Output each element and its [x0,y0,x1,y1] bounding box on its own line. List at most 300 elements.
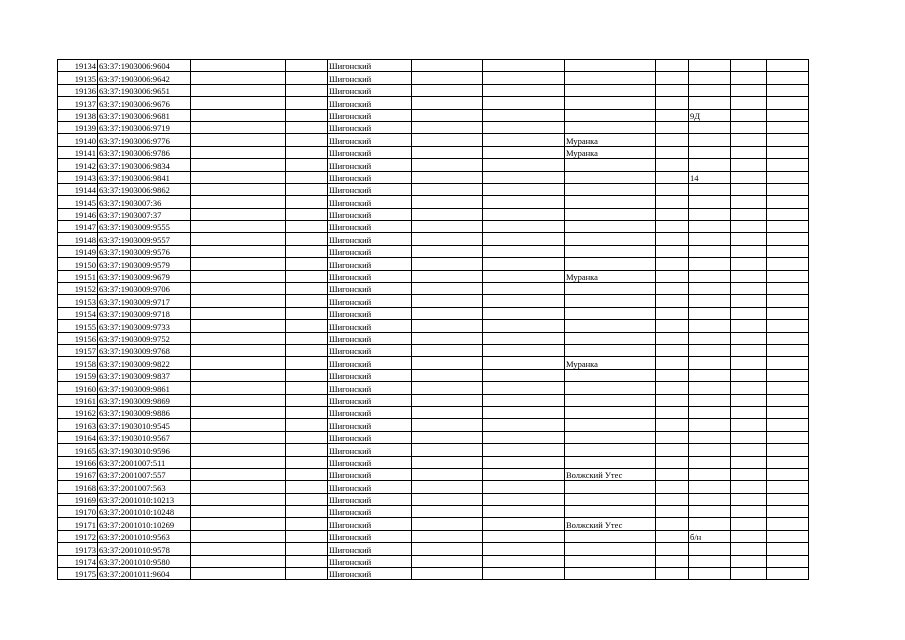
empty-cell [656,270,689,282]
empty-cell [656,307,689,319]
cadastral-number-cell: 63:37:1903006:9681 [98,109,191,121]
empty-cell [731,543,767,555]
empty-cell [191,468,286,480]
empty-cell [191,208,286,220]
empty-cell [191,270,286,282]
locality-cell [565,382,656,394]
empty-cell [412,344,483,356]
empty-cell [767,344,809,356]
empty-cell [191,221,286,233]
table-row [58,357,809,369]
empty-cell [412,283,483,295]
empty-cell [412,258,483,270]
empty-cell [767,245,809,257]
empty-cell [483,568,565,580]
empty-cell [286,468,328,480]
empty-cell [286,555,328,567]
empty-cell [656,369,689,381]
empty-cell [731,568,767,580]
house-number-cell [689,431,731,443]
row-number-cell: 19144 [58,183,98,195]
empty-cell [656,320,689,332]
house-number-cell [689,97,731,109]
empty-cell [483,444,565,456]
empty-cell [286,258,328,270]
empty-cell [483,543,565,555]
district-cell: Шигонский [328,295,412,307]
empty-cell [412,468,483,480]
empty-cell [412,543,483,555]
empty-cell [191,171,286,183]
empty-cell [656,245,689,257]
empty-cell [191,283,286,295]
locality-cell [565,196,656,208]
empty-cell [656,543,689,555]
empty-cell [656,72,689,84]
empty-cell [767,530,809,542]
table-row [58,208,809,220]
cadastral-number-cell: 63:37:2001007:557 [98,468,191,480]
empty-cell [483,419,565,431]
cadastral-number-cell: 63:37:1903010:9567 [98,431,191,443]
empty-cell [412,444,483,456]
house-number-cell: 9Д [689,109,731,121]
empty-cell [767,196,809,208]
row-number-cell: 19134 [58,60,98,72]
empty-cell [483,208,565,220]
cadastral-number-cell: 63:37:1903009:9869 [98,394,191,406]
table-row [58,431,809,443]
empty-cell [731,431,767,443]
table-row [58,344,809,356]
locality-cell [565,320,656,332]
empty-cell [191,109,286,121]
house-number-cell [689,344,731,356]
cadastral-number-cell: 63:37:1903009:9555 [98,221,191,233]
empty-cell [483,134,565,146]
empty-cell [191,84,286,96]
empty-cell [286,60,328,72]
empty-cell [656,121,689,133]
empty-cell [191,196,286,208]
empty-cell [191,568,286,580]
house-number-cell [689,481,731,493]
empty-cell [731,394,767,406]
cadastral-number-cell: 63:37:2001010:9580 [98,555,191,567]
empty-cell [767,146,809,158]
cadastral-number-cell: 63:37:1903009:9768 [98,344,191,356]
empty-cell [191,233,286,245]
empty-cell [656,344,689,356]
cadastral-table [57,59,809,580]
house-number-cell [689,518,731,530]
empty-cell [731,307,767,319]
row-number-cell: 19162 [58,406,98,418]
empty-cell [731,456,767,468]
table-row [58,258,809,270]
empty-cell [483,233,565,245]
empty-cell [412,332,483,344]
house-number-cell [689,332,731,344]
table-row [58,481,809,493]
empty-cell [731,208,767,220]
empty-cell [767,431,809,443]
locality-cell [565,159,656,171]
cadastral-number-cell: 63:37:1903009:9861 [98,382,191,394]
row-number-cell: 19158 [58,357,98,369]
table-row [58,444,809,456]
empty-cell [731,233,767,245]
locality-cell [565,431,656,443]
table-row [58,109,809,121]
empty-cell [286,270,328,282]
house-number-cell [689,382,731,394]
cadastral-number-cell: 63:37:1903010:9545 [98,419,191,431]
empty-cell [412,382,483,394]
locality-cell [565,481,656,493]
row-number-cell: 19167 [58,468,98,480]
empty-cell [191,493,286,505]
district-cell: Шигонский [328,493,412,505]
table-row [58,183,809,195]
locality-cell [565,97,656,109]
empty-cell [483,84,565,96]
empty-cell [483,196,565,208]
empty-cell [483,406,565,418]
locality-cell [565,72,656,84]
house-number-cell [689,146,731,158]
house-number-cell [689,84,731,96]
empty-cell [412,270,483,282]
cadastral-number-cell: 63:37:1903006:9676 [98,97,191,109]
empty-cell [767,60,809,72]
empty-cell [767,481,809,493]
house-number-cell [689,159,731,171]
row-number-cell: 19156 [58,332,98,344]
district-cell: Шигонский [328,121,412,133]
empty-cell [483,60,565,72]
empty-cell [731,283,767,295]
row-number-cell: 19174 [58,555,98,567]
empty-cell [483,320,565,332]
row-number-cell: 19152 [58,283,98,295]
empty-cell [286,307,328,319]
house-number-cell [689,506,731,518]
empty-cell [656,468,689,480]
empty-cell [286,357,328,369]
empty-cell [731,419,767,431]
cadastral-number-cell: 63:37:1903009:9579 [98,258,191,270]
empty-cell [656,159,689,171]
empty-cell [412,506,483,518]
district-cell: Шигонский [328,196,412,208]
empty-cell [286,72,328,84]
cadastral-number-cell: 63:37:1903007:36 [98,196,191,208]
cadastral-number-cell: 63:37:1903009:9717 [98,295,191,307]
empty-cell [412,357,483,369]
district-cell: Шигонский [328,506,412,518]
house-number-cell [689,406,731,418]
row-number-cell: 19147 [58,221,98,233]
empty-cell [191,245,286,257]
table-row [58,456,809,468]
empty-cell [412,530,483,542]
district-cell: Шигонский [328,530,412,542]
empty-cell [656,406,689,418]
empty-cell [483,481,565,493]
cadastral-number-cell: 63:37:1903006:9786 [98,146,191,158]
empty-cell [412,183,483,195]
empty-cell [731,109,767,121]
empty-cell [731,406,767,418]
house-number-cell [689,357,731,369]
empty-cell [483,159,565,171]
empty-cell [767,506,809,518]
cadastral-number-cell: 63:37:1903009:9576 [98,245,191,257]
locality-cell [565,369,656,381]
empty-cell [412,221,483,233]
empty-cell [191,382,286,394]
locality-cell: Волжский Утес [565,518,656,530]
district-cell: Шигонский [328,72,412,84]
empty-cell [191,258,286,270]
empty-cell [286,344,328,356]
locality-cell [565,221,656,233]
row-number-cell: 19159 [58,369,98,381]
row-number-cell: 19142 [58,159,98,171]
locality-cell: Муранка [565,270,656,282]
house-number-cell [689,270,731,282]
locality-cell [565,283,656,295]
district-cell: Шигонский [328,357,412,369]
table-row [58,307,809,319]
empty-cell [483,394,565,406]
locality-cell: Волжский Утес [565,468,656,480]
empty-cell [656,171,689,183]
empty-cell [767,382,809,394]
empty-cell [412,245,483,257]
table-body [58,60,809,580]
empty-cell [286,506,328,518]
table-row [58,171,809,183]
house-number-cell [689,456,731,468]
empty-cell [731,493,767,505]
empty-cell [191,121,286,133]
empty-cell [483,109,565,121]
empty-cell [191,481,286,493]
row-number-cell: 19164 [58,431,98,443]
house-number-cell [689,295,731,307]
empty-cell [656,493,689,505]
cadastral-number-cell: 63:37:2001007:511 [98,456,191,468]
cadastral-number-cell: 63:37:2001007:563 [98,481,191,493]
cadastral-number-cell: 63:37:1903006:9834 [98,159,191,171]
empty-cell [656,134,689,146]
empty-cell [767,332,809,344]
district-cell: Шигонский [328,369,412,381]
row-number-cell: 19163 [58,419,98,431]
empty-cell [731,382,767,394]
empty-cell [731,481,767,493]
table-row [58,196,809,208]
district-cell: Шигонский [328,307,412,319]
empty-cell [286,419,328,431]
empty-cell [191,543,286,555]
locality-cell [565,543,656,555]
empty-cell [731,468,767,480]
locality-cell [565,406,656,418]
empty-cell [191,146,286,158]
empty-cell [731,171,767,183]
table-row [58,60,809,72]
cadastral-number-cell: 63:37:2001010:10248 [98,506,191,518]
cadastral-number-cell: 63:37:1903006:9862 [98,183,191,195]
empty-cell [191,183,286,195]
cadastral-number-cell: 63:37:1903009:9733 [98,320,191,332]
empty-cell [767,369,809,381]
table-row [58,72,809,84]
locality-cell [565,493,656,505]
empty-cell [483,468,565,480]
empty-cell [731,555,767,567]
empty-cell [191,60,286,72]
house-number-cell [689,208,731,220]
empty-cell [731,146,767,158]
empty-cell [286,518,328,530]
district-cell: Шигонский [328,233,412,245]
row-number-cell: 19148 [58,233,98,245]
district-cell: Шигонский [328,97,412,109]
locality-cell [565,208,656,220]
empty-cell [412,97,483,109]
district-cell: Шигонский [328,344,412,356]
empty-cell [191,72,286,84]
district-cell: Шигонский [328,245,412,257]
table-row [58,121,809,133]
empty-cell [767,419,809,431]
empty-cell [286,109,328,121]
empty-cell [286,456,328,468]
district-cell: Шигонский [328,419,412,431]
district-cell: Шигонский [328,543,412,555]
empty-cell [483,171,565,183]
table-row [58,419,809,431]
empty-cell [286,159,328,171]
house-number-cell [689,555,731,567]
empty-cell [191,357,286,369]
empty-cell [483,295,565,307]
house-number-cell [689,394,731,406]
locality-cell [565,394,656,406]
table-row [58,146,809,158]
empty-cell [767,394,809,406]
cadastral-number-cell: 63:37:1903006:9651 [98,84,191,96]
district-cell: Шигонский [328,171,412,183]
locality-cell [565,419,656,431]
locality-cell [565,109,656,121]
empty-cell [412,295,483,307]
table-row [58,97,809,109]
empty-cell [656,109,689,121]
row-number-cell: 19166 [58,456,98,468]
empty-cell [731,332,767,344]
empty-cell [731,295,767,307]
table-row [58,332,809,344]
empty-cell [412,208,483,220]
empty-cell [412,555,483,567]
empty-cell [483,221,565,233]
house-number-cell [689,369,731,381]
empty-cell [483,518,565,530]
row-number-cell: 19171 [58,518,98,530]
empty-cell [767,406,809,418]
row-number-cell: 19145 [58,196,98,208]
district-cell: Шигонский [328,332,412,344]
cadastral-number-cell: 63:37:1903007:37 [98,208,191,220]
district-cell: Шигонский [328,84,412,96]
house-number-cell [689,493,731,505]
house-number-cell: 14 [689,171,731,183]
district-cell: Шигонский [328,109,412,121]
empty-cell [191,530,286,542]
table-row [58,134,809,146]
district-cell: Шигонский [328,468,412,480]
house-number-cell [689,72,731,84]
locality-cell [565,444,656,456]
locality-cell [565,121,656,133]
empty-cell [483,245,565,257]
empty-cell [483,283,565,295]
locality-cell [565,506,656,518]
district-cell: Шигонский [328,183,412,195]
cadastral-number-cell: 63:37:1903009:9837 [98,369,191,381]
empty-cell [731,258,767,270]
empty-cell [767,543,809,555]
empty-cell [656,84,689,96]
locality-cell [565,245,656,257]
table-row [58,270,809,282]
locality-cell [565,456,656,468]
empty-cell [412,394,483,406]
cadastral-number-cell: 63:37:1903009:9886 [98,406,191,418]
district-cell: Шигонский [328,146,412,158]
locality-cell [565,530,656,542]
empty-cell [191,320,286,332]
row-number-cell: 19146 [58,208,98,220]
empty-cell [286,183,328,195]
empty-cell [191,369,286,381]
row-number-cell: 19155 [58,320,98,332]
empty-cell [656,258,689,270]
cadastral-number-cell: 63:37:1903009:9752 [98,332,191,344]
empty-cell [412,171,483,183]
empty-cell [191,332,286,344]
empty-cell [191,159,286,171]
empty-cell [656,196,689,208]
empty-cell [767,121,809,133]
house-number-cell [689,121,731,133]
cadastral-number-cell: 63:37:1903006:9604 [98,60,191,72]
empty-cell [412,419,483,431]
empty-cell [412,60,483,72]
table-row [58,84,809,96]
empty-cell [412,307,483,319]
row-number-cell: 19157 [58,344,98,356]
cadastral-number-cell: 63:37:1903009:9718 [98,307,191,319]
house-number-cell [689,444,731,456]
house-number-cell [689,183,731,195]
cadastral-number-cell: 63:37:1903009:9557 [98,233,191,245]
